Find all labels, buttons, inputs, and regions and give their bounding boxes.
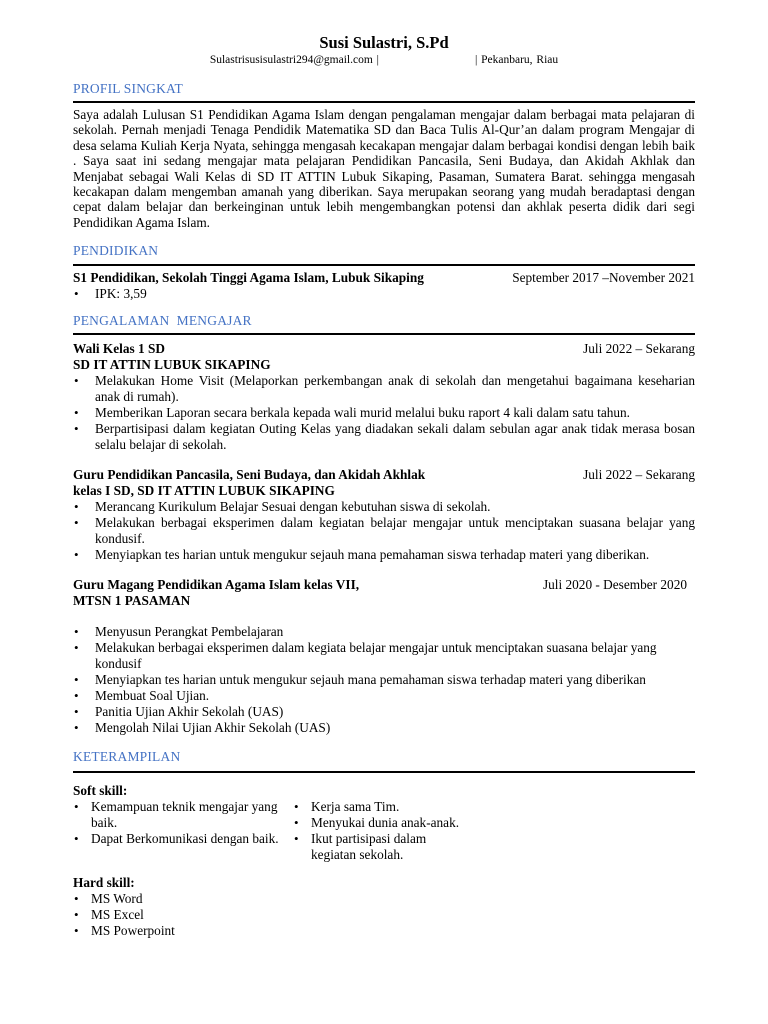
list-item: • Panitia Ujian Akhir Sekolah (UAS) — [73, 704, 675, 720]
section-title-experience: PENGALAMAN MENGAJAR — [73, 313, 252, 329]
education-period: September 2017 –November 2021 — [512, 270, 695, 286]
section-title-education: PENDIDIKAN — [73, 243, 159, 259]
soft-skill-label: Soft skill: — [73, 783, 128, 799]
resume-page — [73, 33, 695, 939]
list-item: • Melakukan berbagai eksperimen dalam kegiata belajar mengajar untuk menciptakan suasana belajar yang kondusif — [73, 640, 675, 672]
contact-location: | Pekanbaru, Riau — [474, 54, 559, 66]
job-header — [73, 577, 695, 593]
job-header — [73, 341, 695, 357]
soft-skill-column-right — [293, 799, 553, 863]
job-duties — [73, 499, 695, 563]
contact-line — [73, 53, 695, 68]
list-item: • Merancang Kurikulum Belajar Sesuai dengan kebutuhan siswa di sekolah. — [73, 499, 695, 515]
list-item: • IPK: 3,59 — [73, 286, 695, 302]
list-item: • Melakukan berbagai eksperimen dalam kegiatan belajar mengajar untuk menciptakan suasana belajar yang kondusif. — [73, 515, 695, 547]
list-item: • Ikut partisipasi dalam kegiatan sekolah. — [293, 831, 553, 863]
education-degree: S1 Pendidikan, Sekolah Tinggi Agama Islam, Lubuk Sikaping — [73, 270, 424, 286]
list-item: • Menyukai dunia anak-anak. — [293, 815, 553, 831]
list-item: • Melakukan Home Visit (Melaporkan perkembangan anak di sekolah dan mengetahui bagaimana keseharian anak di rumah). — [73, 373, 695, 405]
job-period: Juli 2020 - Desember 2020 — [542, 577, 687, 593]
hard-skill-list — [73, 891, 695, 939]
soft-skill-column-left — [73, 799, 293, 863]
soft-skill-list — [73, 799, 293, 847]
list-item: • Memberikan Laporan secara berkala kepada wali murid melalui buku raport 4 kali dalam satu tahun. — [73, 405, 695, 421]
list-item: • Menyusun Perangkat Pembelajaran — [73, 624, 675, 640]
job-organization: kelas I SD, SD IT ATTIN LUBUK SIKAPING — [73, 483, 335, 499]
list-item: • Menyiapkan tes harian untuk mengukur sejauh mana pemahaman siswa terhadap materi yang diberikan. — [73, 547, 695, 563]
list-item: • Kerja sama Tim. — [293, 799, 553, 815]
resume-name: Susi Sulastri, S.Pd — [319, 33, 449, 52]
section-divider — [73, 333, 695, 335]
section-divider — [73, 101, 695, 103]
list-item: • Membuat Soal Ujian. — [73, 688, 675, 704]
section-divider — [73, 264, 695, 266]
list-item: • MS Excel — [73, 907, 695, 923]
list-item: • Menyiapkan tes harian untuk mengukur sejauh mana pemahaman siswa terhadap materi yang diberikan — [73, 672, 675, 688]
job-role: Guru Pendidikan Pancasila, Seni Budaya, dan Akidah Akhlak — [73, 467, 426, 483]
job-role: Wali Kelas 1 SD — [73, 341, 165, 357]
job-organization: MTSN 1 PASAMAN — [73, 593, 191, 609]
job-entry — [73, 341, 695, 453]
profile-text: Saya adalah Lulusan S1 Pendidikan Agama Islam dengan pengalaman mengajar dalam berbagai mata pelajaran di sekolah. Pernah menjadi Tenaga Pendidik Matematika SD dan Baca Tulis Al-Qur’an dalam program Mengajar di desa selama Kuliah Kerja Nyata, sehingga mengasah kecakapan mengajar dalam berbagai kondisi dengan lebih baik . Saya saat ini sedang mengajar mata pelajaran Pendidikan Pancasila, Seni Budaya, dan Akidah Akhlak dan Menjabat sebagai Wali Kelas di SD IT ATTIN Lubuk Sikaping, Pasaman, Sumatera Barat. sehingga mengasah kecakapan dalam mengemban amanah yang diberikan. Saya merupakan seorang yang mudah beradaptasi dengan cepat dalam belajar dan berkeinginan untuk lebih mengembangkan potensi dan akhlak peserta didik dari segi Pendidikan Agama Islam. — [73, 107, 695, 230]
list-item: • Dapat Berkomunikasi dengan baik. — [73, 831, 293, 847]
job-duties — [73, 373, 695, 453]
job-entry — [73, 577, 695, 736]
section-title-skills: KETERAMPILAN — [73, 749, 181, 765]
job-header — [73, 467, 695, 483]
contact-email: Sulastrisusisulastri294@gmail.com | — [209, 54, 379, 66]
list-item: • Berpartisipasi dalam kegiatan Outing Kelas yang diadakan sekali dalam sebulan agar anak tidak merasa bosan selalu belajar di sekolah. — [73, 421, 695, 453]
list-item: • Mengolah Nilai Ujian Akhir Sekolah (UAS) — [73, 720, 675, 736]
education-list — [73, 286, 695, 302]
job-entry — [73, 467, 695, 563]
job-organization: SD IT ATTIN LUBUK SIKAPING — [73, 357, 271, 373]
hard-skill-label: Hard skill: — [73, 875, 135, 891]
job-period: Juli 2022 – Sekarang — [583, 341, 695, 357]
list-item: • MS Powerpoint — [73, 923, 695, 939]
section-title-profile: PROFIL SINGKAT — [73, 81, 183, 96]
education-header — [73, 270, 695, 286]
job-duties — [73, 624, 695, 736]
list-item: • Kemampuan teknik mengajar yang baik. — [73, 799, 293, 831]
section-divider — [73, 771, 695, 773]
job-period: Juli 2022 – Sekarang — [583, 467, 695, 483]
soft-skill-list — [293, 799, 553, 863]
list-item: • MS Word — [73, 891, 695, 907]
job-role: Guru Magang Pendidikan Agama Islam kelas VII, — [73, 577, 360, 593]
soft-skill-columns — [73, 799, 695, 863]
